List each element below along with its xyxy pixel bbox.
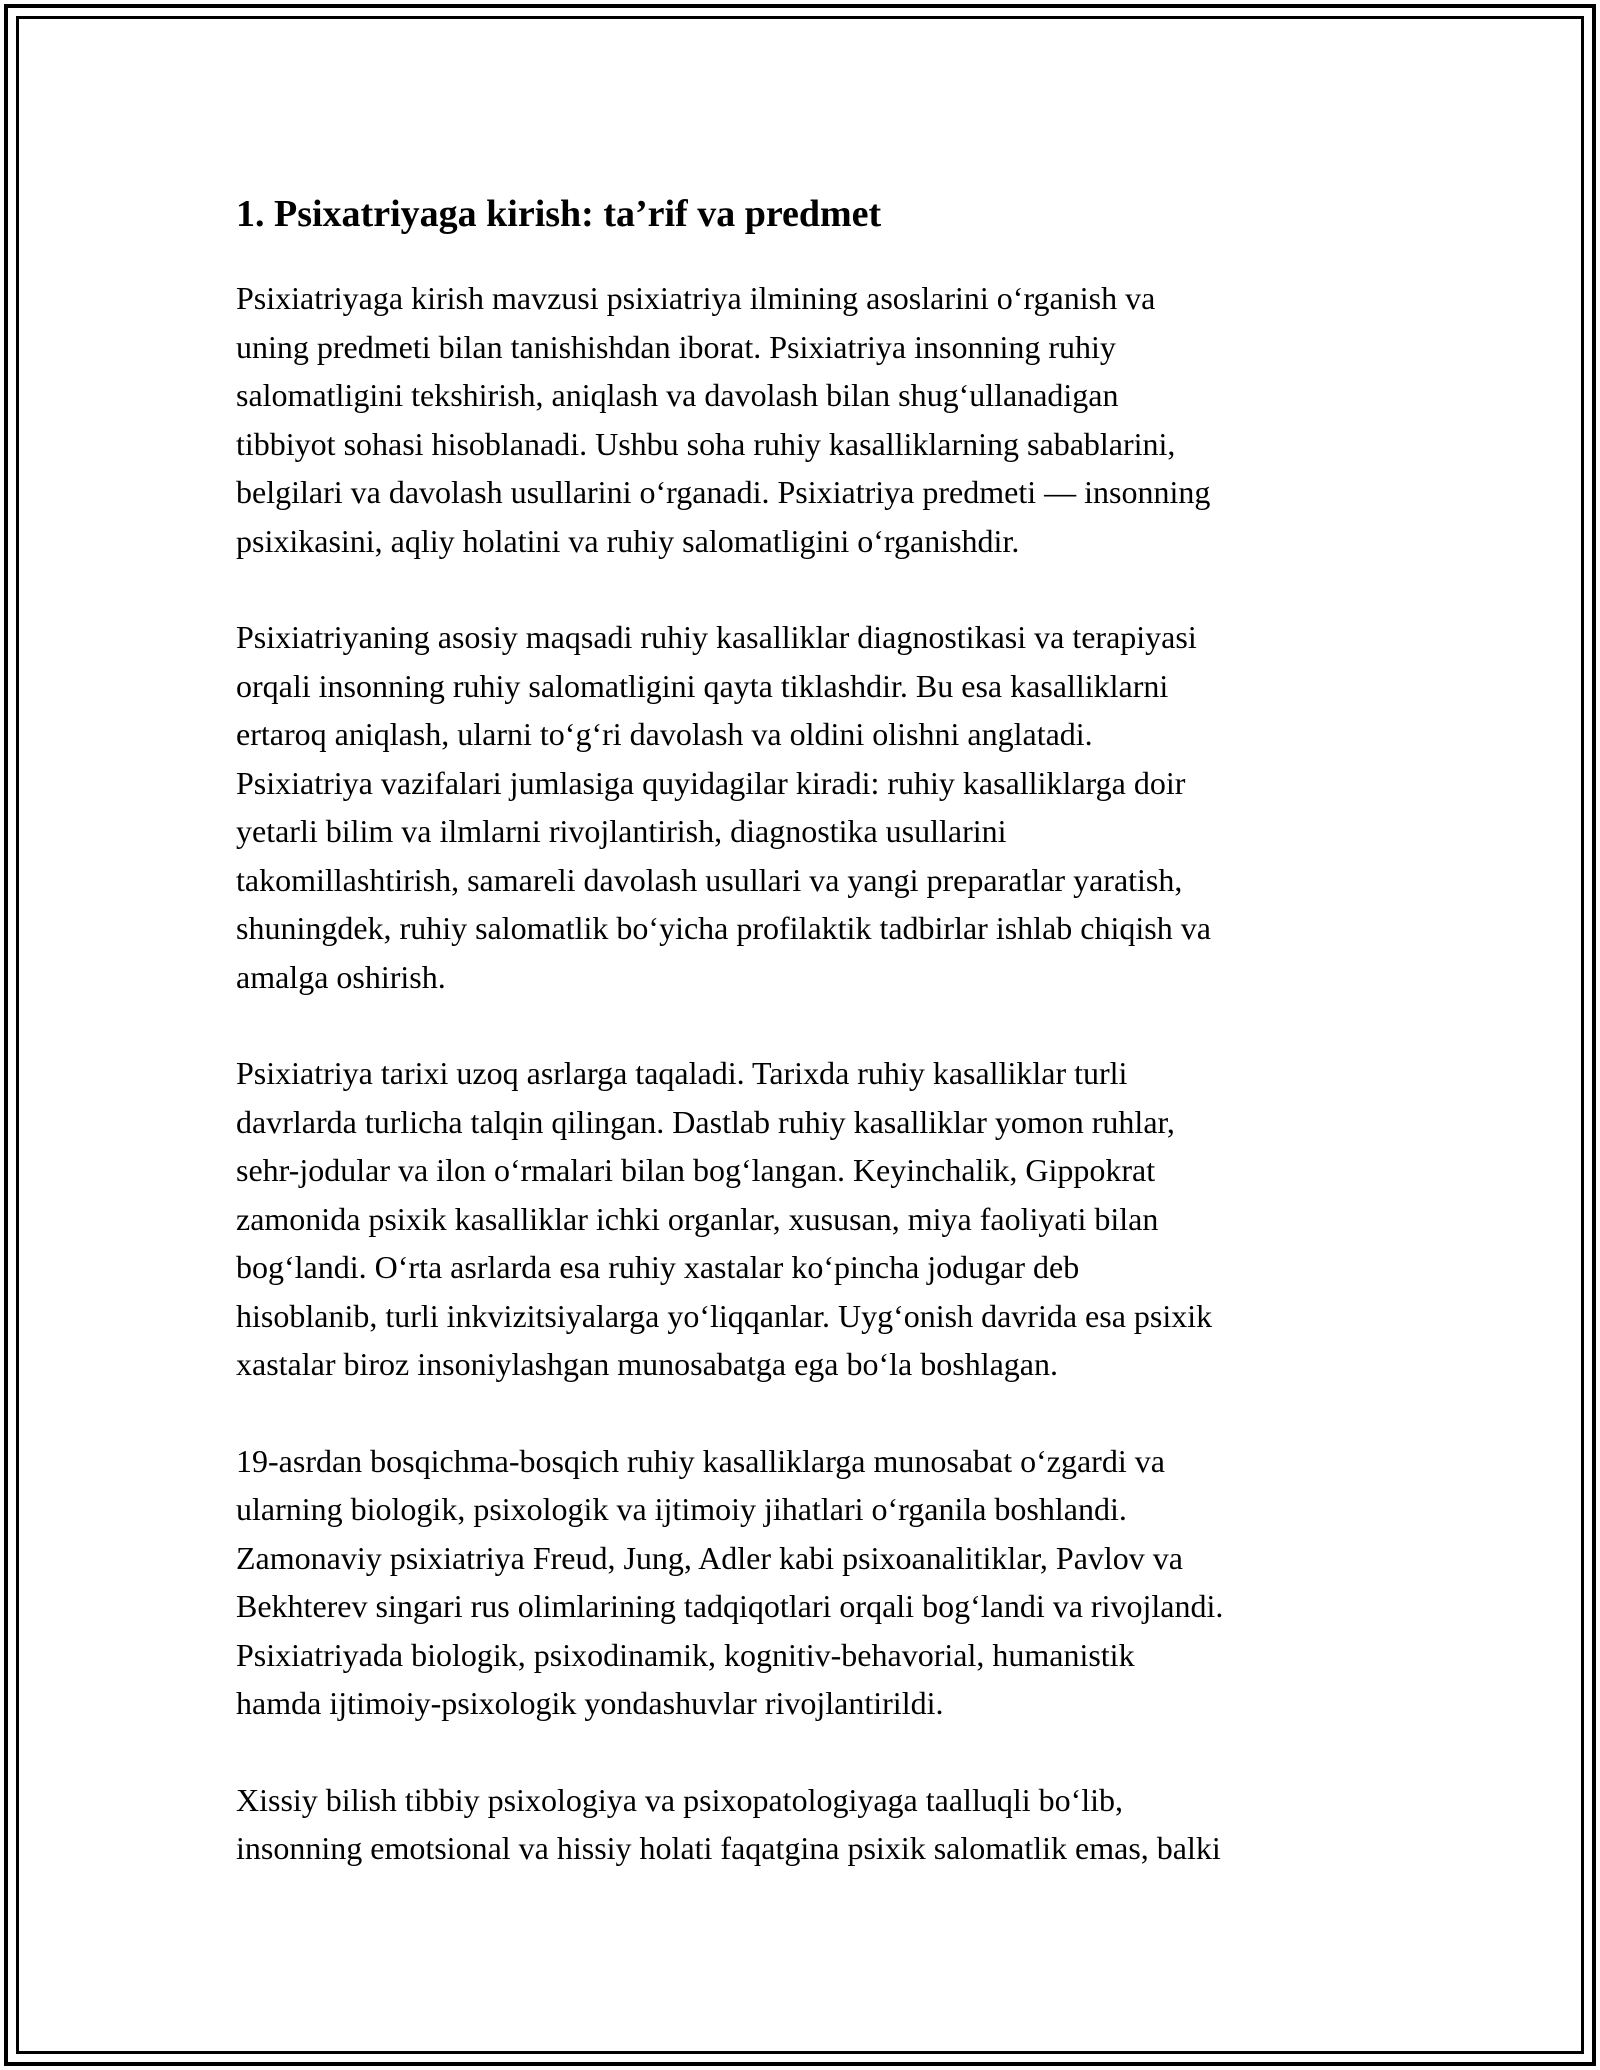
text-line: amalga oshirish. [236, 958, 446, 995]
paragraph-3 [236, 1049, 1386, 1389]
document-body [236, 190, 1386, 1921]
text-line: Psixiatriya tarixi uzoq asrlarga taqaladi. Tarixda ruhiy kasalliklar turli [236, 1055, 1128, 1091]
text-line: 19-asrdan bosqichma-bosqich ruhiy kasalliklarga munosabat o‘zgardi va [236, 1442, 1165, 1479]
text-line: orqali insonning ruhiy salomatligini qayta tiklashdir. Bu esa kasalliklarni [236, 667, 1169, 704]
text-line: xastalar biroz insoniylashgan munosabatga ega bo‘la boshlagan. [236, 1346, 1058, 1382]
text-line: shuningdek, ruhiy salomatlik bo‘yicha profilaktik tadbirlar ishlab chiqish va [236, 910, 1211, 946]
text-line: tibbiyot sohasi hisoblanadi. Ushbu soha ruhiy kasalliklarning sabablarini, [236, 425, 1176, 462]
text-line: ertaroq aniqlash, ularni to‘g‘ri davolash va oldini olishni anglatadi. [236, 716, 1093, 752]
paragraph-1 [236, 274, 1386, 565]
text-line: salomatligini tekshirish, aniqlash va davolash bilan shug‘ullanadigan [236, 377, 1119, 413]
text-line: ularning biologik, psixologik va ijtimoiy jihatlari o‘rganila boshlandi. [236, 1491, 1127, 1527]
text-line: uning predmeti bilan tanishishdan iborat. Psixiatriya insonning ruhiy [236, 328, 1116, 365]
text-line: davrlarda turlicha talqin qilingan. Dastlab ruhiy kasalliklar yomon ruhlar, [236, 1103, 1175, 1140]
text-line: Psixiatriyaning asosiy maqsadi ruhiy kasalliklar diagnostikasi va terapiyasi [236, 619, 1197, 655]
text-line: Zamonaviy psixiatriya Freud, Jung, Adler kabi psixoanalitiklar, Pavlov va [236, 1539, 1183, 1576]
text-line: insonning emotsional va hissiy holati faqatgina psixik salomatlik emas, balki [236, 1830, 1221, 1866]
text-line: sehr-jodular va ilon o‘rmalari bilan bog‘langan. Keyinchalik, Gippokrat [236, 1152, 1156, 1188]
text-line: belgilari va davolash usullarini o‘rganadi. Psixiatriya predmeti — insonning [236, 474, 1211, 510]
text-line: takomillashtirish, samareli davolash usullari va yangi preparatlar yaratish, [236, 861, 1183, 898]
text-line: bog‘landi. O‘rta asrlarda esa ruhiy xastalar ko‘pincha jodugar deb [236, 1249, 1080, 1285]
text-line: Psixiatriya vazifalari jumlasiga quyidagilar kiradi: ruhiy kasalliklarga doir [236, 764, 1186, 801]
text-line: yetarli bilim va ilmlarni rivojlantirish, diagnostika usullarini [236, 813, 1007, 849]
text-line: Psixiatriyaga kirish mavzusi psixiatriya ilmining asoslarini o‘rganish va [236, 280, 1156, 316]
text-line: hisoblanib, turli inkvizitsiyalarga yo‘liqqanlar. Uyg‘onish davrida esa psixik [236, 1297, 1213, 1334]
text-line: zamonida psixik kasalliklar ichki organlar, xususan, miya faoliyati bilan [236, 1200, 1159, 1237]
text-line: Psixiatriyada biologik, psixodinamik, kognitiv-behavorial, humanistik [236, 1636, 1135, 1673]
paragraph-4 [236, 1437, 1386, 1728]
paragraph-5 [236, 1776, 1386, 1873]
section-heading: 1. Psixatriyaga kirish: ta’rif va predmet [236, 193, 882, 235]
text-line: hamda ijtimoiy-psixologik yondashuvlar rivojlantirildi. [236, 1685, 944, 1721]
text-line: Xissiy bilish tibbiy psixologiya va psixopatologiyaga taalluqli bo‘lib, [236, 1781, 1124, 1818]
text-line: psixikasini, aqliy holatini va ruhiy salomatligini o‘rganishdir. [236, 522, 1020, 559]
paragraph-2 [236, 613, 1386, 1001]
text-line: Bekhterev singari rus olimlarining tadqiqotlari orqali bog‘landi va rivojlandi. [236, 1588, 1224, 1624]
